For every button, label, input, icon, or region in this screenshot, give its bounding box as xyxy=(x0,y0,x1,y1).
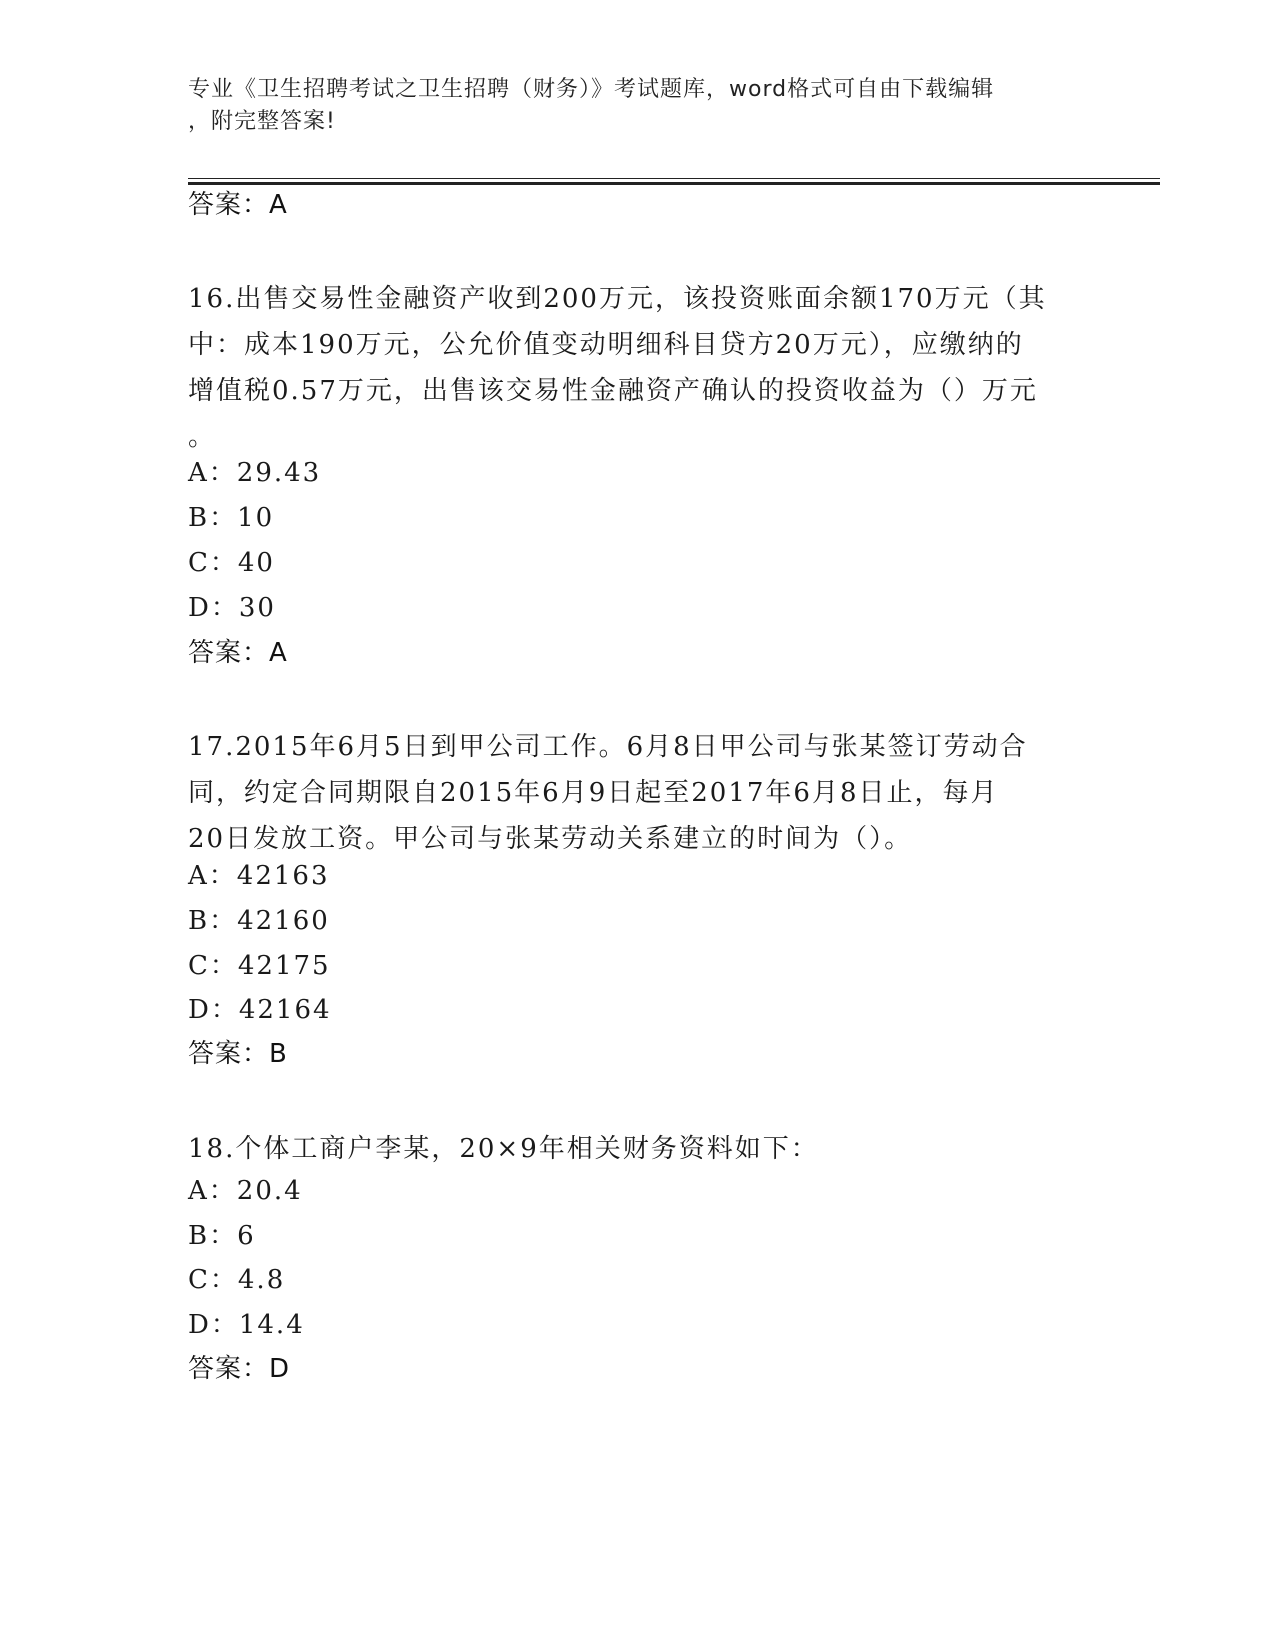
header-line-1: 专业《卫生招聘考试之卫生招聘（财务）》考试题库，word格式可自由下载编辑 xyxy=(188,77,995,102)
question-18-text xyxy=(188,1126,1078,1172)
question-17-option-b: B：42160 xyxy=(188,906,330,936)
question-16-option-b: B：10 xyxy=(188,503,275,533)
header-divider-thin xyxy=(188,178,1160,179)
question-18-line-1: 18.个体工商户李某，20×9年相关财务资料如下： xyxy=(188,1134,819,1164)
question-17-text xyxy=(188,724,1078,862)
header-divider-thick xyxy=(188,182,1160,185)
header-line-2: ，附完整答案! xyxy=(188,109,336,134)
question-16-option-a: A：29.43 xyxy=(188,458,322,488)
question-16-line-3: 增值税0.57万元，出售该交易性金融资产确认的投资收益为（）万元 xyxy=(188,376,1038,406)
question-18-option-d: D：14.4 xyxy=(188,1310,305,1340)
question-16-option-d: D：30 xyxy=(188,593,276,623)
question-18-answer: 答案：D xyxy=(188,1354,291,1384)
question-18-option-b: B：6 xyxy=(188,1221,256,1251)
question-17-option-c: C：42175 xyxy=(188,951,331,981)
question-16-answer: 答案：A xyxy=(188,638,288,668)
answer-previous: 答案：A xyxy=(188,190,288,220)
question-17-answer: 答案：B xyxy=(188,1039,288,1069)
question-17-line-2: 同，约定合同期限自2015年6月9日起至2017年6月8日止，每月 xyxy=(188,778,999,808)
question-17-option-d: D：42164 xyxy=(188,995,332,1025)
document-header xyxy=(188,74,1078,138)
question-16-text xyxy=(188,276,1078,460)
question-16-line-1: 16.出售交易性金融资产收到200万元，该投资账面余额170万元（其 xyxy=(188,284,1047,314)
question-16-line-2: 中：成本190万元，公允价值变动明细科目贷方20万元），应缴纳的 xyxy=(188,330,1024,360)
question-16-option-c: C：40 xyxy=(188,548,275,578)
question-18-option-a: A：20.4 xyxy=(188,1176,303,1206)
question-17-line-1: 17.2015年6月5日到甲公司工作。6月8日甲公司与张某签订劳动合 xyxy=(188,732,1028,762)
question-18-option-c: C：4.8 xyxy=(188,1265,286,1295)
question-17-option-a: A：42163 xyxy=(188,861,330,891)
question-17-line-3: 20日发放工资。甲公司与张某劳动关系建立的时间为（）。 xyxy=(188,824,913,854)
question-16-line-4: 。 xyxy=(188,422,217,452)
